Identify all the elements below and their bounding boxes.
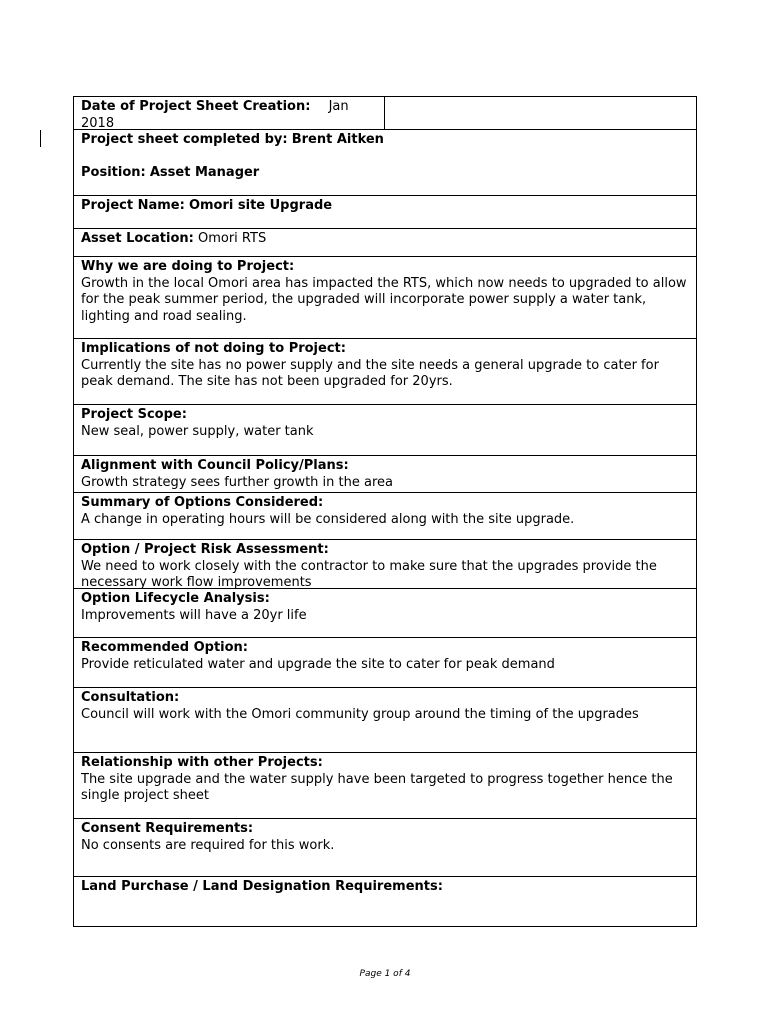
consent-text: No consents are required for this work.	[81, 837, 335, 853]
relationship-text: The site upgrade and the water supply have been targeted to progress together hence the single project sheet	[81, 771, 673, 803]
project-name-value: Omori site Upgrade	[188, 198, 333, 213]
scope-row	[74, 405, 696, 456]
position-value: Asset Manager	[149, 164, 260, 180]
consultation-text: Council will work with the Omori community group around the timing of the upgrades	[81, 706, 639, 722]
date-empty-cell	[385, 97, 696, 129]
implications-label: Implications of not doing to Project:	[81, 341, 346, 356]
lifecycle-row	[74, 589, 696, 638]
date-value: Jan 2018	[81, 99, 349, 131]
scope-text: New seal, power supply, water tank	[81, 423, 314, 439]
risk-text: We need to work closely with the contractor to make sure that the upgrades provide the necessary work flow improvements	[81, 558, 657, 590]
relationship-row	[74, 753, 696, 819]
lifecycle-label: Option Lifecycle Analysis:	[81, 591, 270, 606]
risk-label: Option / Project Risk Assessment:	[81, 542, 329, 557]
asset-location-value: Omori RTS	[197, 231, 267, 246]
text-cursor	[40, 130, 41, 147]
lifecycle-text: Improvements will have a 20yr life	[81, 607, 307, 623]
land-row	[74, 877, 696, 926]
why-text: Growth in the local Omori area has impacted the RTS, which now needs to upgraded to allow for the peak summer period, the upgraded will incorporate power supply a water tank, lighting and road sealing.	[81, 275, 687, 324]
land-label: Land Purchase / Land Designation Requirements:	[81, 879, 443, 894]
project-name-row	[74, 196, 696, 229]
consultation-label: Consultation:	[81, 690, 180, 705]
alignment-row	[74, 456, 696, 493]
implications-text: Currently the site has no power supply and the site needs a general upgrade to cater for peak demand. The site has not been upgraded for 20yrs.	[81, 357, 659, 389]
consent-row	[74, 819, 696, 877]
recommended-label: Recommended Option:	[81, 640, 248, 655]
project-name-label: Project Name:	[81, 198, 185, 213]
recommended-row	[74, 638, 696, 688]
options-summary-row	[74, 493, 696, 540]
implications-row	[74, 339, 696, 405]
scope-label: Project Scope:	[81, 407, 187, 422]
date-row	[74, 97, 696, 130]
project-sheet-table	[73, 96, 697, 927]
why-label: Why we are doing to Project:	[81, 259, 295, 274]
date-cell	[74, 97, 385, 129]
relationship-label: Relationship with other Projects:	[81, 755, 323, 770]
recommended-text: Provide reticulated water and upgrade the site to cater for peak demand	[81, 656, 555, 672]
alignment-text: Growth strategy sees further growth in the area	[81, 474, 393, 490]
consultation-row	[74, 688, 696, 753]
completed-by-value: Brent Aitken	[291, 132, 384, 147]
why-row	[74, 257, 696, 339]
completed-by-label: Project sheet completed by:	[81, 132, 288, 147]
risk-row	[74, 540, 696, 589]
completed-by-row	[74, 130, 696, 196]
alignment-label: Alignment with Council Policy/Plans:	[81, 458, 349, 473]
page-number: Page 1 of 4	[359, 969, 411, 979]
date-label: Date of Project Sheet Creation:	[81, 99, 311, 114]
asset-location-label: Asset Location:	[81, 231, 194, 246]
asset-location-row	[74, 229, 696, 257]
options-summary-text: A change in operating hours will be considered along with the site upgrade.	[81, 511, 575, 527]
options-summary-label: Summary of Options Considered:	[81, 495, 324, 510]
consent-label: Consent Requirements:	[81, 821, 254, 836]
position-label: Position:	[81, 164, 146, 180]
